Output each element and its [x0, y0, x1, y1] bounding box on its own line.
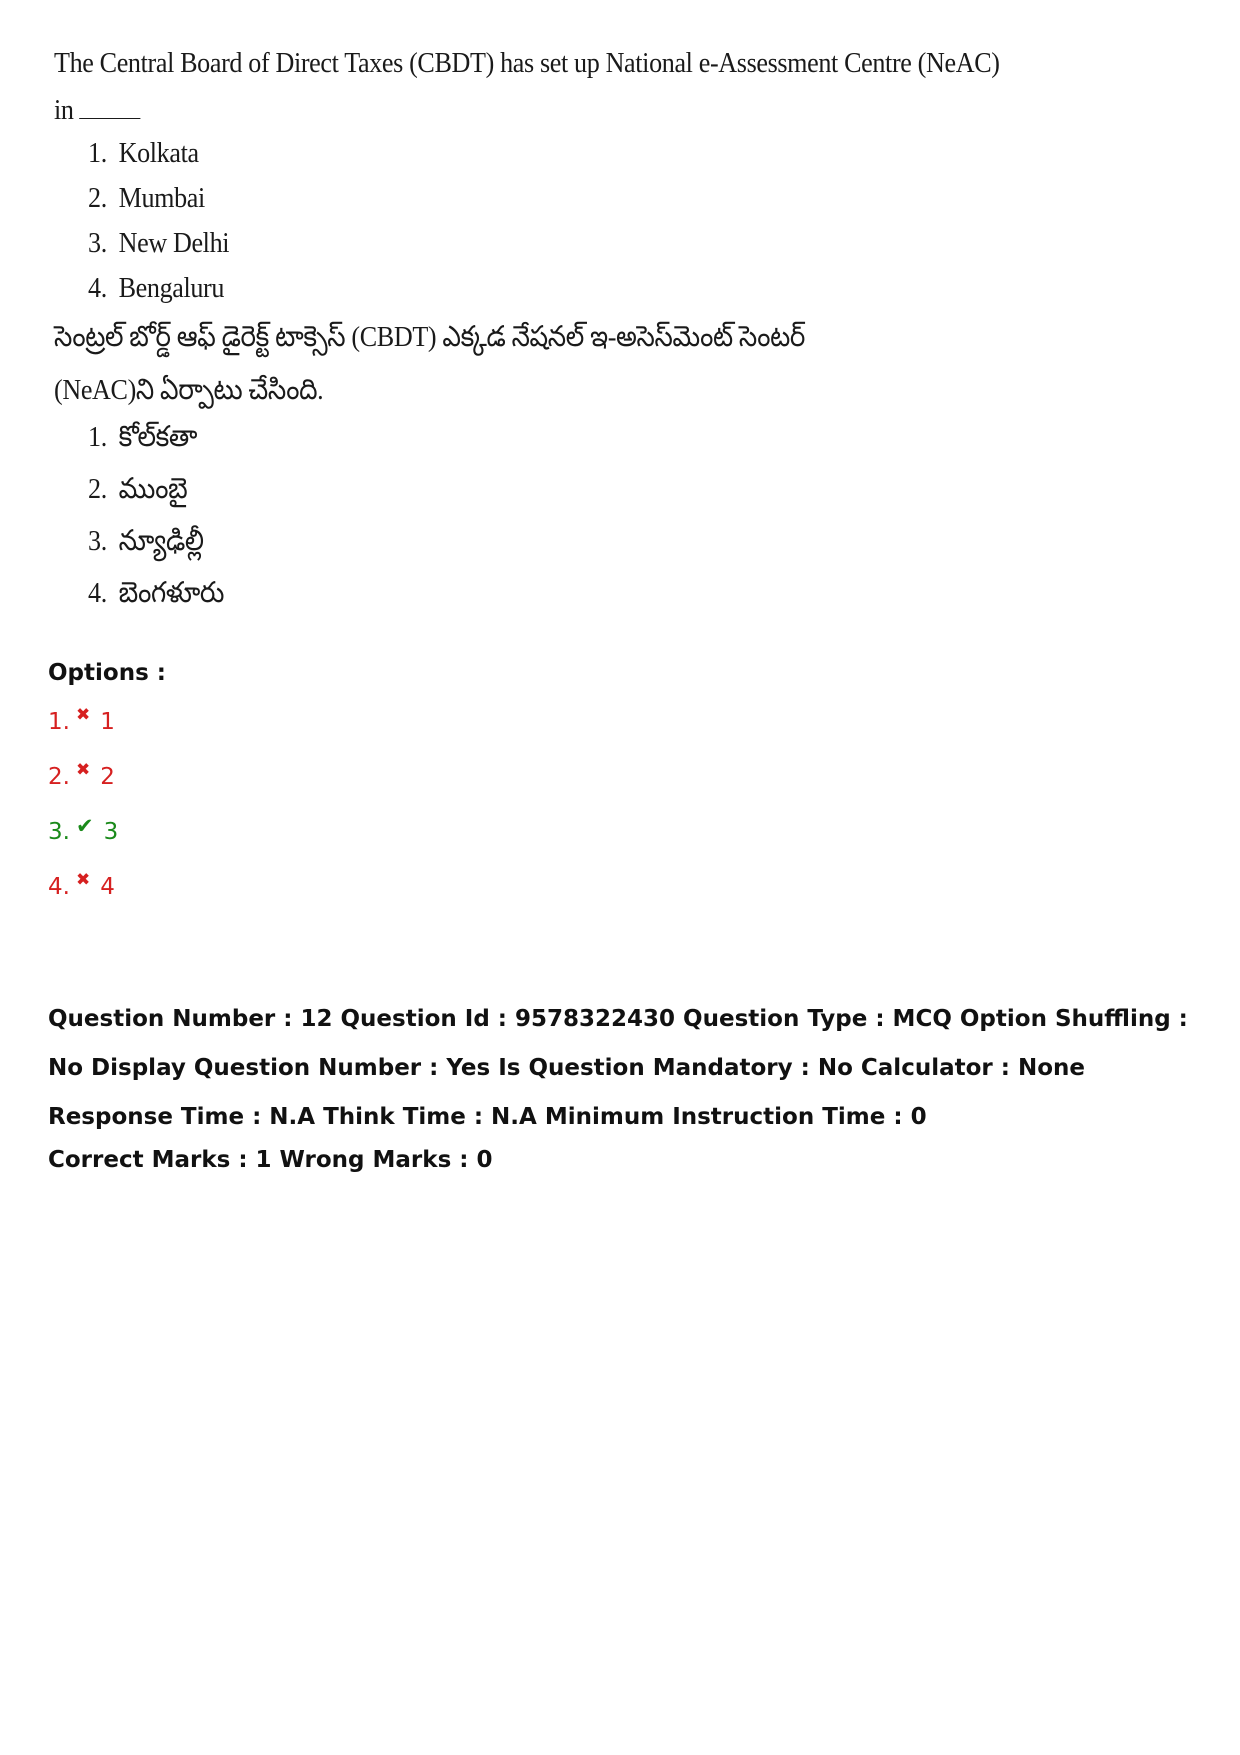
option-text: కోల్‌కతా	[118, 421, 198, 453]
answer-number: 3.	[48, 819, 70, 845]
answer-option-1	[48, 705, 118, 764]
check-icon: ✔	[75, 814, 94, 838]
question-metadata: Question Number : 12 Question Id : 9578322430 Question Type : MCQ Option Shuffling : No Display Question Number : Yes Is Question Mandatory : No Calculator : None Response Time : N.A Think Time : N.A Minimum Instruction Time : 0	[48, 1006, 1188, 1130]
option-text: Mumbai	[118, 182, 205, 214]
answer-value: 1	[100, 709, 115, 735]
option-text: బెంగళూరు	[118, 577, 225, 609]
telugu-option	[88, 524, 224, 576]
marks-info: Correct Marks : 1 Wrong Marks : 0	[48, 1147, 493, 1173]
question-text-english-end	[54, 92, 140, 128]
fill-blank	[79, 92, 140, 119]
option-number: 1.	[88, 137, 107, 169]
option-number: 4.	[88, 577, 107, 609]
telugu-option	[88, 576, 224, 628]
options-heading: Options :	[48, 660, 166, 686]
answer-value: 4	[100, 874, 115, 900]
question-text-english: The Central Board of Direct Taxes (CBDT) has set up National e-Assessment Centre (NeAC)	[54, 47, 1000, 79]
option-text: New Delhi	[118, 227, 230, 259]
question-text-in: in	[54, 94, 74, 126]
answer-options-list	[48, 705, 119, 929]
answer-number: 1.	[48, 709, 70, 735]
answer-value: 2	[100, 764, 115, 790]
option-number: 3.	[88, 525, 107, 557]
option-number: 1.	[88, 421, 107, 453]
telugu-option	[88, 420, 224, 472]
answer-number: 4.	[48, 874, 70, 900]
question-image	[50, 40, 1000, 630]
telugu-options-list	[88, 420, 239, 628]
cross-icon: ✖	[75, 760, 91, 780]
option-number: 3.	[88, 227, 107, 259]
telugu-option	[88, 472, 224, 524]
cross-icon: ✖	[75, 870, 91, 890]
option-text: ముంబై	[118, 473, 188, 505]
answer-number: 2.	[48, 764, 70, 790]
english-option	[88, 271, 229, 316]
question-text-telugu: సెంట్రల్ బోర్డ్ ఆఫ్ డైరెక్ట్ టాక్సెస్ (CBDT) ఎక్కడ నేషనల్ ఇ-అసెస్‌మెంట్ సెంటర్	[54, 321, 806, 353]
option-number: 4.	[88, 272, 107, 304]
english-option	[88, 226, 229, 271]
option-number: 2.	[88, 182, 107, 214]
answer-option-3	[48, 814, 119, 874]
answer-value: 3	[103, 819, 119, 845]
english-option	[88, 136, 229, 181]
option-text: న్యూఢిల్లీ	[118, 525, 204, 557]
answer-option-2	[48, 760, 118, 819]
english-options-list	[88, 136, 245, 316]
option-text: Kolkata	[118, 137, 199, 169]
cross-icon: ✖	[75, 705, 91, 725]
answer-option-4	[48, 870, 118, 929]
english-option	[88, 181, 229, 226]
option-text: Bengaluru	[118, 272, 225, 304]
option-number: 2.	[88, 473, 107, 505]
question-text-telugu-end: (NeAC)ని ఏర్పాటు చేసింది.	[54, 374, 324, 406]
